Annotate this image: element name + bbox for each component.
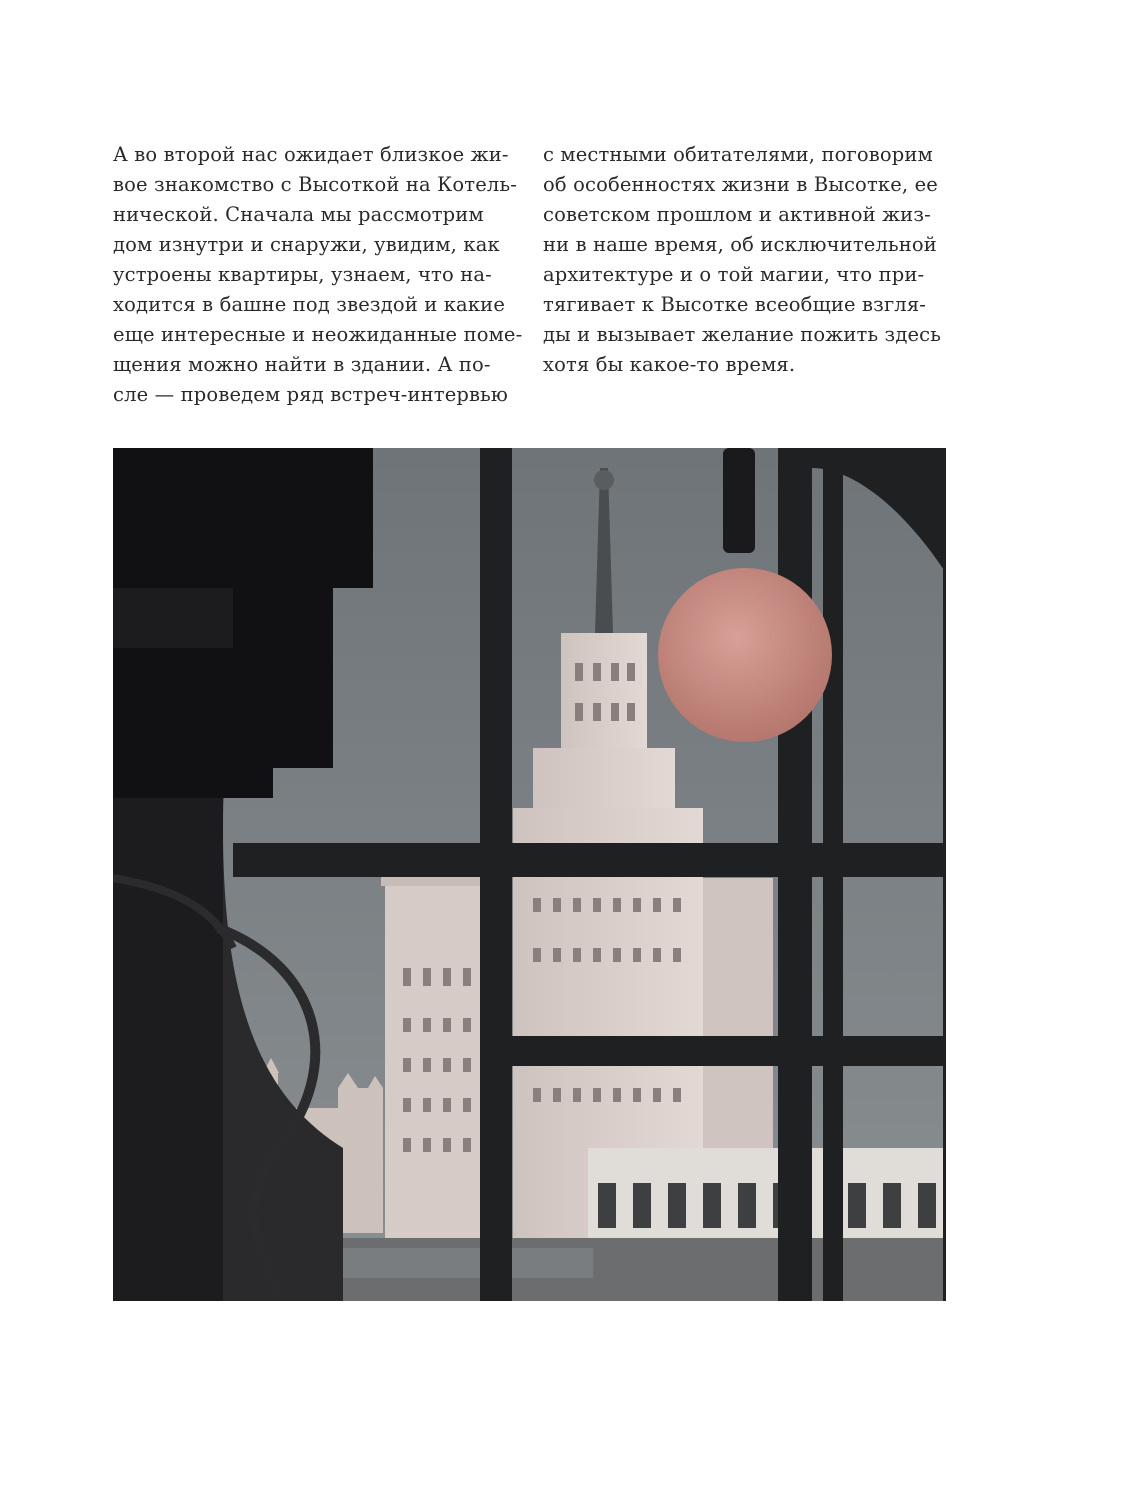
text-line: вое знакомство с Высоткой на Котель- — [113, 173, 517, 196]
text-line: устроены квартиры, узнаем, что на- — [113, 263, 492, 286]
text-column-right — [543, 140, 953, 380]
text-line: А во второй нас ожидает близкое жи- — [113, 143, 509, 166]
text-line: ды и вызывает желание пожить здесь — [543, 323, 942, 346]
text-line: хотя бы какое-то время. — [543, 353, 796, 376]
photo-highrise-through-window — [113, 448, 946, 1301]
photo-illustration — [113, 448, 946, 1301]
text-line: сле — проведем ряд встреч-интервью — [113, 383, 509, 406]
text-line: дом изнутри и снаружи, увидим, как — [113, 233, 500, 256]
text-line: щения можно найти в здании. А по- — [113, 353, 491, 376]
text-line: ходится в башне под звездой и какие — [113, 293, 506, 316]
text-line: тягивает к Высотке всеобщие взгля- — [543, 293, 927, 316]
text-line: еще интересные и неожиданные поме- — [113, 323, 523, 346]
text-line: нической. Сначала мы рассмотрим — [113, 203, 484, 226]
lamp-globe — [658, 568, 832, 742]
text-line: об особенностях жизни в Высотке, ее — [543, 173, 938, 196]
text-column-left — [113, 140, 523, 410]
text-line: ни в наше время, об исключительной — [543, 233, 937, 256]
text-line: с местными обитателями, поговорим — [543, 143, 933, 166]
lamp-cord — [723, 448, 755, 553]
text-line: советском прошлом и активной жиз- — [543, 203, 931, 226]
text-line: архитектуре и о той магии, что при- — [543, 263, 925, 286]
